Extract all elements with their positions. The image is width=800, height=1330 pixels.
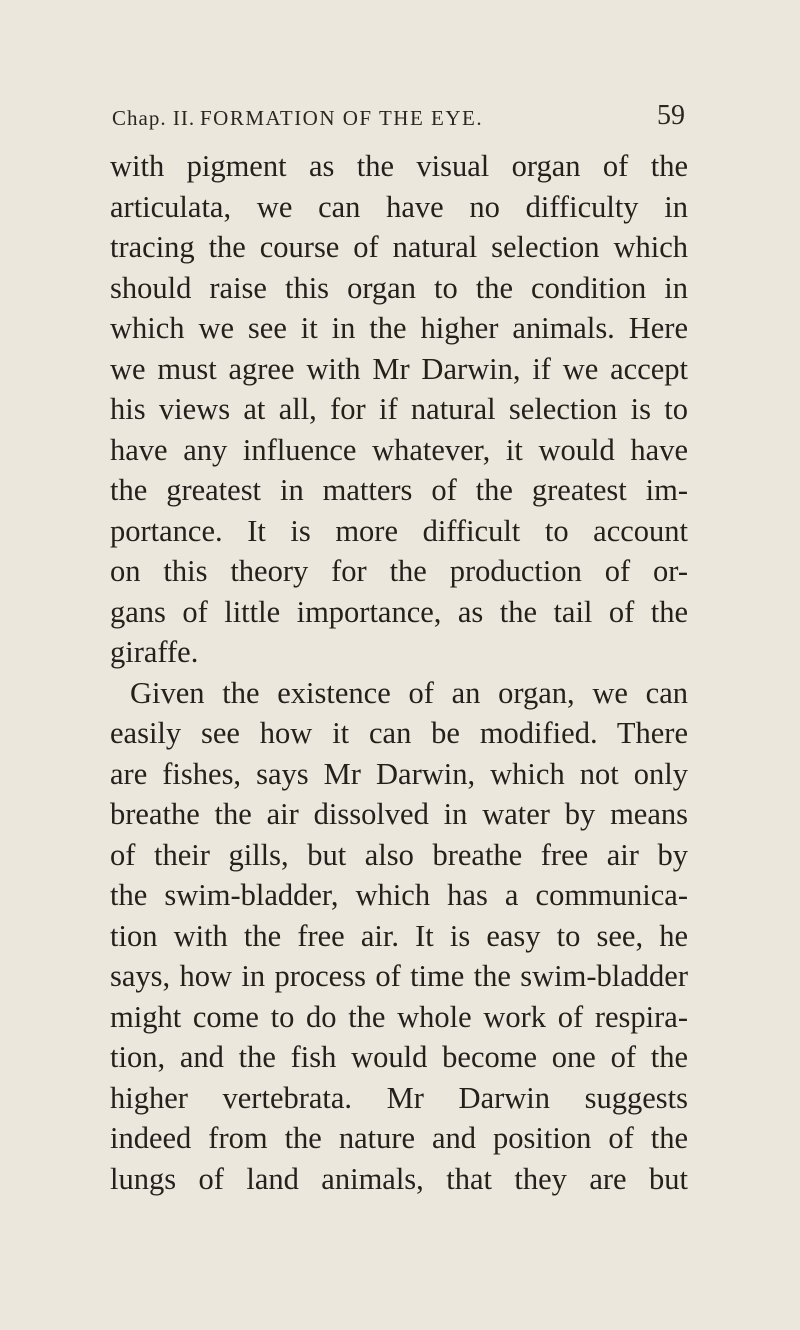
text-line: indeed from the nature and position of the [110,1121,688,1155]
text-line: gans of little importance, as the tail of the [110,594,688,629]
text-line: of their gills, but also breathe free air by [110,837,688,872]
text-line: with pigment as the visual organ of the [110,149,688,183]
text-line: lungs of land animals, that they are but [110,1161,688,1196]
text-line: have any influence whatever, it would have [110,432,688,467]
text-line: portance. It is more difficult to account [110,513,688,548]
text-line: tion, and the fish would become one of the [110,1040,688,1074]
text-line: might come to do the whole work of respira- [110,999,688,1034]
running-head [112,100,685,134]
text-line: should raise this organ to the condition in [110,270,688,305]
text-line: articulata, we can have no difficulty in [110,189,688,224]
text-line: tracing the course of natural selection which [110,230,688,264]
text-line: giraffe. [110,635,199,669]
text-line: breathe the air dissolved in water by means [110,797,688,831]
text-line: the greatest in matters of the greatest im- [110,473,688,507]
text-line: says, how in process of time the swim-bladder [110,959,688,993]
chapter-label: Chap. II. [112,106,196,130]
text-line: his views at all, for if natural selection is to [110,392,688,426]
text-line: Given the existence of an organ, we can [130,675,688,710]
page-number: 59 [657,100,685,131]
text-line: we must agree with Mr Darwin, if we accept [110,351,688,386]
text-line: on this theory for the production of or- [110,554,688,588]
text-line: are fishes, says Mr Darwin, which not only [110,756,688,791]
text-line: tion with the free air. It is easy to see, he [110,918,688,953]
text-line: which we see it in the higher animals. Here [110,311,688,345]
running-title: FORMATION OF THE EYE. [200,106,484,130]
body-text [110,146,688,1199]
text-line: easily see how it can be modified. There [110,716,688,750]
text-line: the swim-bladder, which has a communica- [110,878,688,912]
text-line: higher vertebrata. Mr Darwin suggests [110,1080,688,1115]
